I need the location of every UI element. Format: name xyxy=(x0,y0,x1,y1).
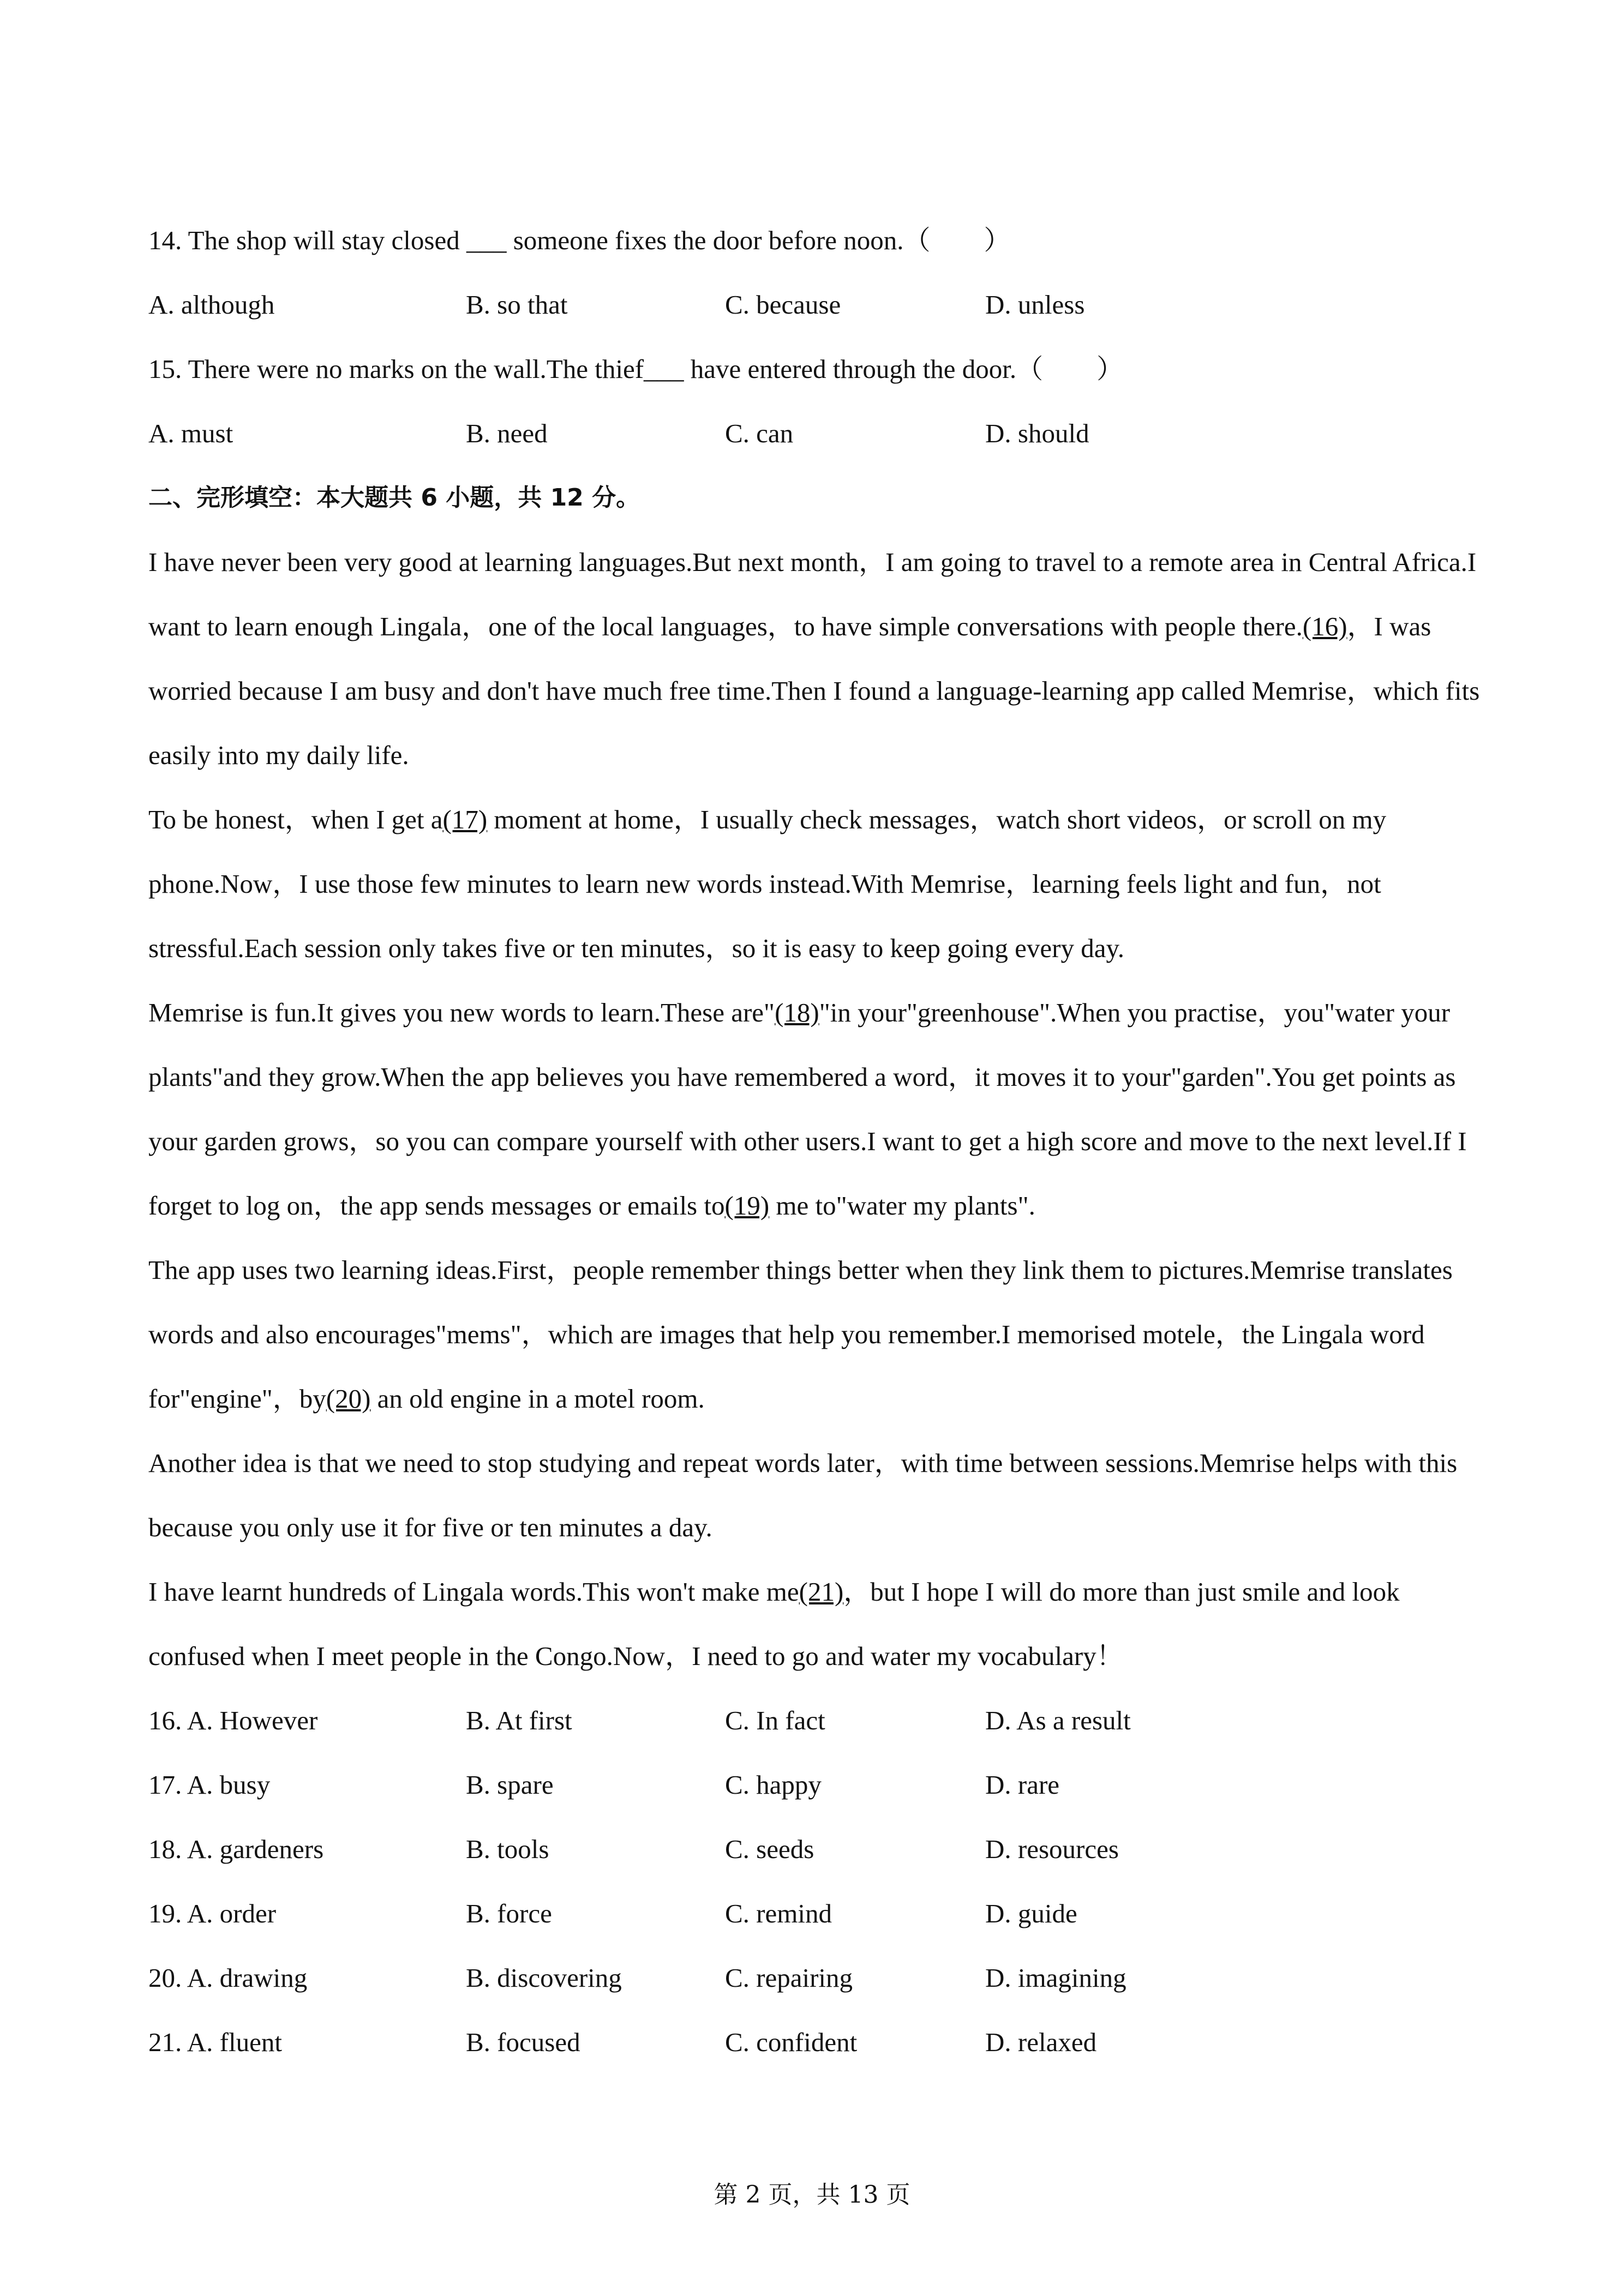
p6-text-b: ，but I hope I will do more than just smile and look confused when I meet people in the Congo.Now，I need to go and water my vocabulary！ xyxy=(148,1577,1400,1671)
q19-option-c: C. remind xyxy=(725,1898,832,1928)
q18-option-c: C. seeds xyxy=(725,1834,814,1864)
q15-option-b: B. need xyxy=(466,418,548,448)
p2-text-a: To be honest，when I get a xyxy=(148,804,443,834)
q15-option-d: D. should xyxy=(985,418,1089,448)
q14-option-d: D. unless xyxy=(985,290,1085,320)
q18-option-a: 18. A. gardeners xyxy=(148,1834,324,1864)
section-2-title: 二、完形填空：本大题共 6 小题，共 12 分。 xyxy=(148,484,640,512)
choice-row-21 xyxy=(148,2010,1496,2075)
q21-option-c: C. confident xyxy=(725,2027,858,2057)
question-15-stem: 15. There were no marks on the wall.The thief___ have entered through the door.（ ） xyxy=(148,354,1124,384)
question-14-stem: 14. The shop will stay closed ___ someone fixes the door before noon.（ ） xyxy=(148,225,1011,255)
cloze-passage xyxy=(148,530,1496,1688)
passage-paragraph-1 xyxy=(148,530,1496,788)
q20-option-b: B. discovering xyxy=(466,1963,622,1993)
p6-text-a: I have learnt hundreds of Lingala words.This won't make me xyxy=(148,1577,799,1607)
blank-17: (17) xyxy=(442,804,488,834)
p2-text-b: moment at home，I usually check messages，watch short videos，or scroll on my phone.Now，I use those few minutes to learn new words instead.With Memrise，learning feels light and fun，not stressful.Each session only takes five or ten minutes，so it is easy to keep going every day. xyxy=(148,804,1387,963)
q20-option-d: D. imagining xyxy=(985,1963,1126,1993)
q16-option-b: B. At first xyxy=(466,1705,572,1735)
q14-option-a: A. although xyxy=(148,290,275,320)
q19-option-b: B. force xyxy=(466,1898,552,1928)
passage-paragraph-4 xyxy=(148,1238,1496,1431)
choice-row-17 xyxy=(148,1753,1496,1817)
q17-option-c: C. happy xyxy=(725,1770,822,1800)
question-14-options xyxy=(148,273,1496,337)
page-number-footer: 第 2 页，共 13 页 xyxy=(714,2181,910,2209)
cloze-choices xyxy=(148,1688,1496,2075)
q14-option-b: B. so that xyxy=(466,290,568,320)
q17-option-d: D. rare xyxy=(985,1770,1060,1800)
p3-text-c: me to"water my plants". xyxy=(769,1191,1035,1221)
q16-option-d: D. As a result xyxy=(985,1705,1131,1735)
q19-option-d: D. guide xyxy=(985,1898,1077,1928)
p3-text-b: "in your"greenhouse".When you practise，you"water your plants"and they grow.When the app believes you have remembered a word，it moves it to your"garden".You get points as your garden grows，so you can compare yourself with other users.I want to get a high score and move to the next level.If I forget to log on，the app sends messages or emails to xyxy=(148,997,1467,1221)
p1-text-a: I have never been very good at learning languages.But next month，I am going to travel to a remote area in Central Africa.I want to learn enough Lingala，one of the local languages，to have simple conversations with people there. xyxy=(148,547,1477,641)
q14-option-c: C. because xyxy=(725,290,841,320)
blank-16: (16) xyxy=(1302,611,1347,641)
q21-option-a: 21. A. fluent xyxy=(148,2027,282,2057)
choice-row-19 xyxy=(148,1882,1496,1946)
p3-text-a: Memrise is fun.It gives you new words to learn.These are" xyxy=(148,997,775,1027)
passage-paragraph-3 xyxy=(148,981,1496,1238)
p1-text-b: ，I was worried because I am busy and don't have much free time.Then I found a language-learning app called Memrise，which fits easily into my daily life. xyxy=(148,611,1480,770)
q15-option-a: A. must xyxy=(148,418,233,448)
passage-paragraph-5: Another idea is that we need to stop studying and repeat words later，with time between sessions.Memrise helps with this because you only use it for five or ten minutes a day. xyxy=(148,1448,1458,1542)
q21-option-b: B. focused xyxy=(466,2027,580,2057)
p4-text-b: an old engine in a motel room. xyxy=(370,1384,705,1414)
q19-option-a: 19. A. order xyxy=(148,1898,277,1928)
q20-option-a: 20. A. drawing xyxy=(148,1963,308,1993)
q20-option-c: C. repairing xyxy=(725,1963,853,1993)
passage-paragraph-2 xyxy=(148,788,1496,981)
question-15-options xyxy=(148,401,1496,466)
blank-18: (18) xyxy=(775,997,819,1027)
blank-21: (21) xyxy=(799,1577,844,1607)
page-content xyxy=(148,208,1496,2075)
choice-row-16 xyxy=(148,1688,1496,1753)
choice-row-18 xyxy=(148,1817,1496,1882)
choice-row-20 xyxy=(148,1946,1496,2010)
blank-20: (20) xyxy=(326,1384,371,1414)
blank-19: (19) xyxy=(724,1191,770,1221)
q16-option-a: 16. A. However xyxy=(148,1705,318,1735)
p4-text-a: The app uses two learning ideas.First，people remember things better when they link them to pictures.Memrise translates words and also encourages"mems"，which are images that help you remember.I memorised motele，the Lingala word for"engine"，by xyxy=(148,1255,1453,1414)
q16-option-c: C. In fact xyxy=(725,1705,825,1735)
q15-option-c: C. can xyxy=(725,418,794,448)
passage-paragraph-6 xyxy=(148,1560,1496,1688)
q21-option-d: D. relaxed xyxy=(985,2027,1097,2057)
q17-option-a: 17. A. busy xyxy=(148,1770,271,1800)
q17-option-b: B. spare xyxy=(466,1770,554,1800)
q18-option-d: D. resources xyxy=(985,1834,1119,1864)
q18-option-b: B. tools xyxy=(466,1834,549,1864)
